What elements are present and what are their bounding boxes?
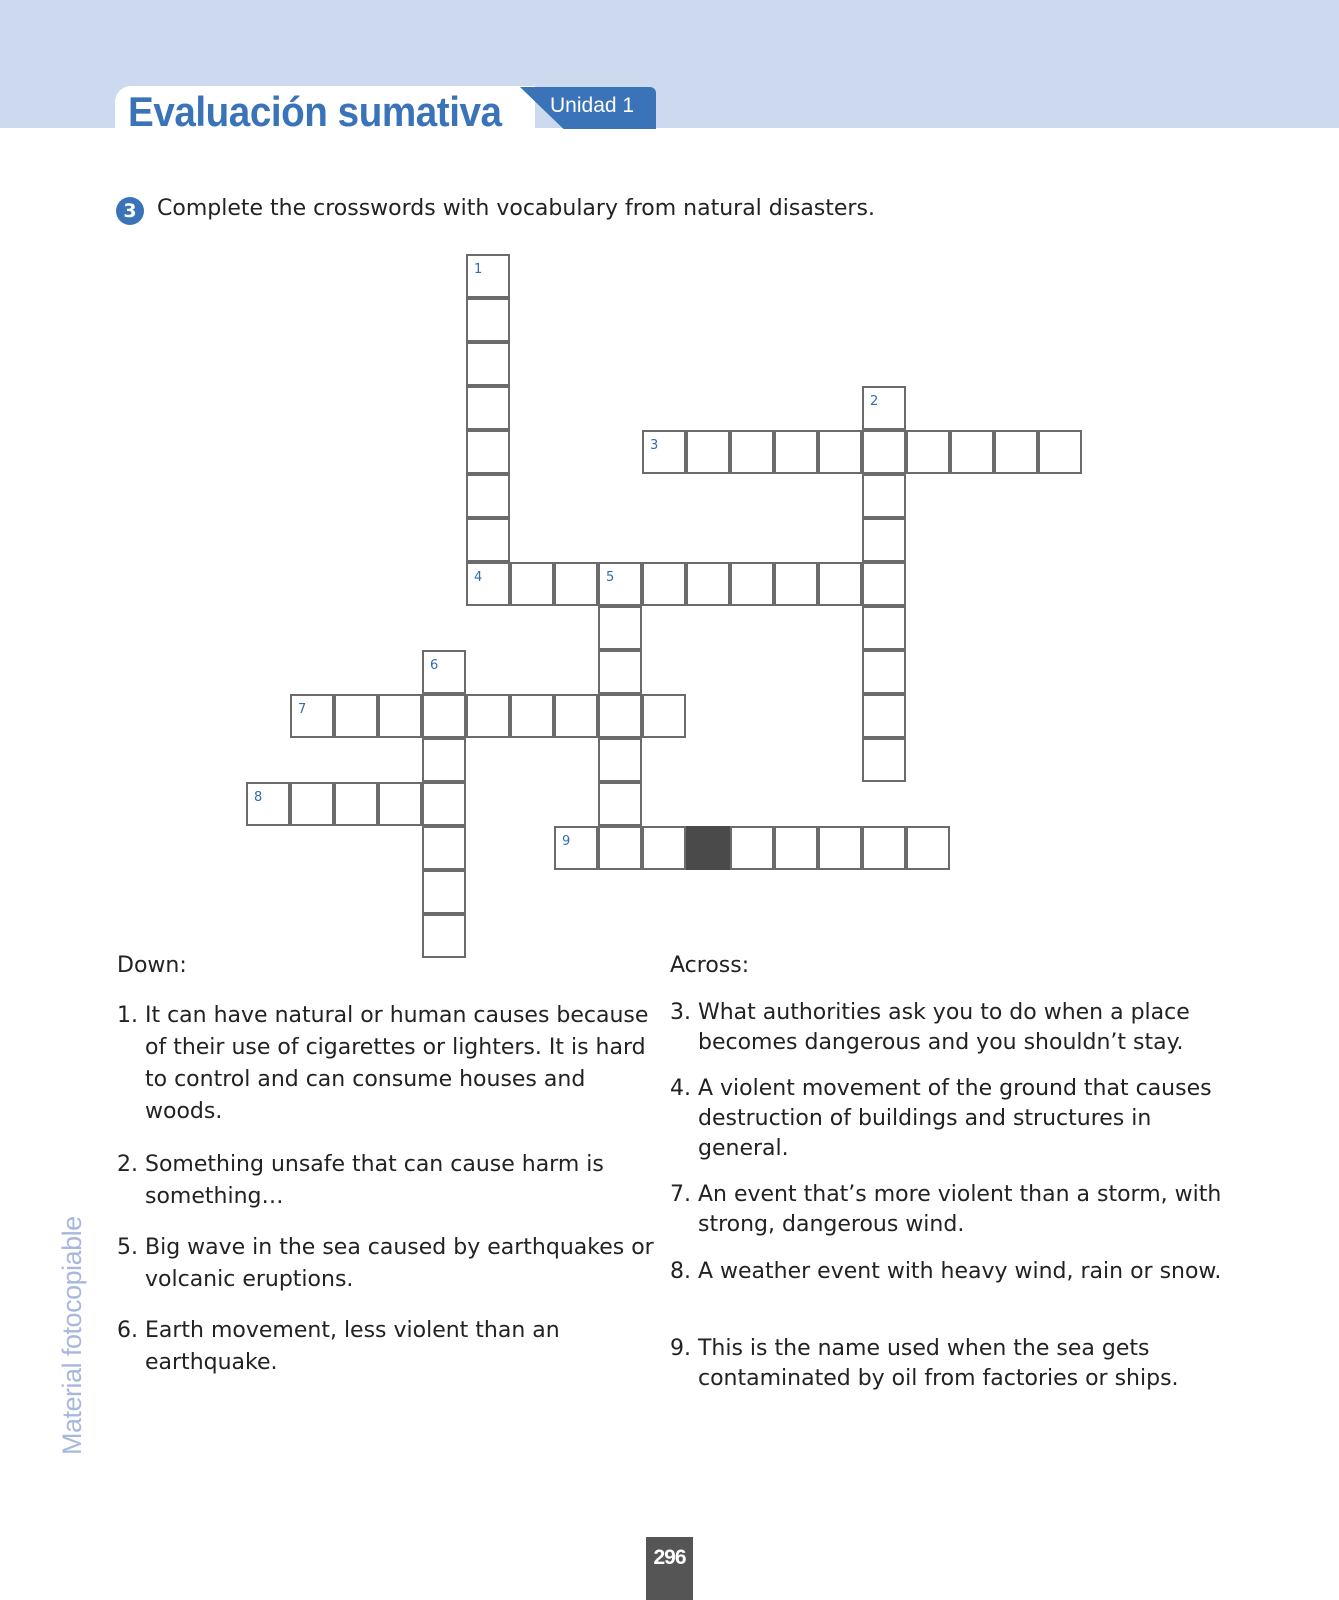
crossword-start-cell-6[interactable] (422, 650, 466, 694)
crossword-cell[interactable] (994, 430, 1038, 474)
across-clue-8: 8. A weather event with heavy wind, rain or snow. (670, 1259, 1222, 1284)
crossword-cell[interactable] (422, 826, 466, 870)
crossword-cell[interactable] (598, 826, 642, 870)
clue-number: 4 (474, 570, 483, 585)
crossword-cell[interactable] (422, 870, 466, 914)
crossword-cell[interactable] (466, 518, 510, 562)
crossword-cell[interactable] (862, 606, 906, 650)
clue-number: 8 (254, 790, 263, 805)
crossword-start-cell-3[interactable] (642, 430, 686, 474)
clue-number: 1 (474, 262, 483, 277)
crossword-cell[interactable] (818, 826, 862, 870)
photocopiable-label: Material fotocopiable (57, 1216, 87, 1455)
down-clue-1: 1. It can have natural or human causes because of their use of cigarettes or lighters. It is hard to control and can consume houses and woods. (117, 1003, 649, 1124)
clue-number: 5 (606, 570, 615, 585)
crossword-start-cell-4[interactable] (466, 562, 510, 606)
crossword-cell[interactable] (334, 694, 378, 738)
across-clue-3: 3. What authorities ask you to do when a place becomes dangerous and you shouldn’t stay. (670, 1000, 1190, 1055)
crossword-cell[interactable] (862, 430, 906, 474)
crossword-cell[interactable] (422, 914, 466, 958)
crossword-cell[interactable] (1038, 430, 1082, 474)
crossword-cell[interactable] (774, 826, 818, 870)
down-clue-5: 5. Big wave in the sea caused by earthquakes or volcanic eruptions. (117, 1235, 654, 1292)
crossword-start-cell-8[interactable] (246, 782, 290, 826)
clue-number: 6 (430, 658, 439, 673)
clue-number: 3 (650, 438, 659, 453)
crossword-cell[interactable] (554, 694, 598, 738)
crossword-cell[interactable] (686, 430, 730, 474)
crossword-cell[interactable] (510, 562, 554, 606)
crossword-cell[interactable] (774, 430, 818, 474)
crossword-cell[interactable] (862, 650, 906, 694)
crossword-cell[interactable] (862, 518, 906, 562)
crossword-cell[interactable] (862, 694, 906, 738)
crossword-cell[interactable] (598, 738, 642, 782)
crossword-cell[interactable] (466, 386, 510, 430)
clue-number: 9 (562, 834, 571, 849)
crossword-start-cell-9[interactable] (554, 826, 598, 870)
crossword-cell[interactable] (378, 694, 422, 738)
exercise-instruction: Complete the crosswords with vocabulary from natural disasters. (157, 196, 875, 221)
crossword-cell[interactable] (862, 474, 906, 518)
crossword-cell[interactable] (818, 430, 862, 474)
crossword-cell[interactable] (334, 782, 378, 826)
crossword-cell[interactable] (598, 606, 642, 650)
crossword-cell[interactable] (950, 430, 994, 474)
crossword-cell[interactable] (466, 474, 510, 518)
crossword-cell[interactable] (422, 782, 466, 826)
crossword-cell[interactable] (642, 562, 686, 606)
crossword-start-cell-5[interactable] (598, 562, 642, 606)
crossword-start-cell-7[interactable] (290, 694, 334, 738)
crossword-cell[interactable] (774, 562, 818, 606)
crossword-cell[interactable] (642, 694, 686, 738)
clue-number: 7 (298, 702, 307, 717)
crossword-cell[interactable] (598, 782, 642, 826)
crossword-cell[interactable] (422, 694, 466, 738)
crossword-cell[interactable] (906, 430, 950, 474)
crossword-cell[interactable] (422, 738, 466, 782)
across-clue-7: 7. An event that’s more violent than a storm, with strong, dangerous wind. (670, 1182, 1222, 1237)
crossword-blocked-cell (686, 826, 730, 870)
unit-label: Unidad 1 (550, 94, 635, 117)
down-heading: Down: (117, 953, 187, 978)
clue-number: 2 (870, 394, 879, 409)
crossword-cell[interactable] (686, 562, 730, 606)
crossword-cell[interactable] (906, 826, 950, 870)
crossword-cell[interactable] (554, 562, 598, 606)
page-title: Evaluación sumativa (128, 88, 502, 135)
crossword-cell[interactable] (730, 826, 774, 870)
crossword-start-cell-2[interactable] (862, 386, 906, 430)
crossword-cell[interactable] (818, 562, 862, 606)
crossword-cell[interactable] (598, 694, 642, 738)
crossword-cell[interactable] (466, 342, 510, 386)
crossword-cell[interactable] (598, 650, 642, 694)
page-number: 296 (646, 1537, 693, 1600)
crossword-cell[interactable] (290, 782, 334, 826)
crossword-cell[interactable] (510, 694, 554, 738)
crossword-cell[interactable] (466, 298, 510, 342)
across-clue-4: 4. A violent movement of the ground that causes destruction of buildings and structures in general. (670, 1076, 1212, 1161)
down-clue-6: 6. Earth movement, less violent than an earthquake. (117, 1318, 560, 1375)
crossword-cell[interactable] (466, 694, 510, 738)
down-clue-2: 2. Something unsafe that can cause harm is something… (117, 1152, 604, 1209)
crossword-cell[interactable] (642, 826, 686, 870)
crossword-cell[interactable] (862, 826, 906, 870)
crossword-cell[interactable] (862, 562, 906, 606)
across-heading: Across: (670, 953, 750, 978)
crossword-start-cell-1[interactable] (466, 254, 510, 298)
crossword-cell[interactable] (862, 738, 906, 782)
across-clue-9: 9. This is the name used when the sea gets contaminated by oil from factories or ships. (670, 1336, 1179, 1391)
crossword-cell[interactable] (730, 562, 774, 606)
crossword-cell[interactable] (466, 430, 510, 474)
crossword-cell[interactable] (378, 782, 422, 826)
exercise-number-badge: 3 (116, 197, 144, 225)
crossword-cell[interactable] (730, 430, 774, 474)
